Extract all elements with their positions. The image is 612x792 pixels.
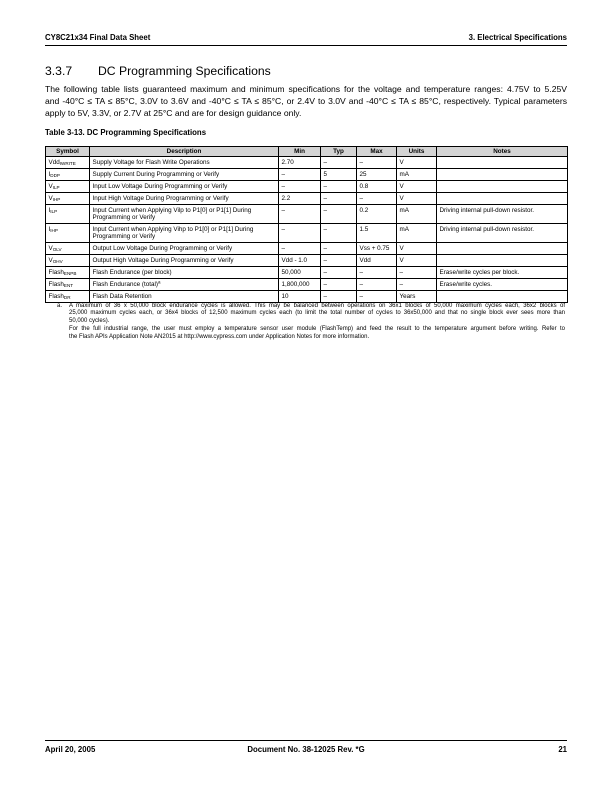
column-header-min: Min (279, 147, 321, 157)
description-cell (90, 278, 279, 290)
symbol-main: Vdd (48, 158, 60, 166)
description-text: Supply Current During Programming or Verify (92, 170, 220, 178)
symbol-main: V (48, 244, 53, 252)
table-row (46, 180, 568, 192)
units-cell: V (397, 180, 437, 192)
footnote-marker: a. (57, 303, 63, 309)
footnote-line: the Flash APIs Application Note AN2015 at http://www.cypress.com under Application Notes for more information. (69, 333, 370, 340)
footnote-line: 25,000 maximum cycles each, or 36x4 blocks of 12,500 maximum cycles each (to limit the total number of cycles to 36x50,000 and that no single block ever sees more than (69, 310, 565, 317)
min-cell: 1,800,000 (279, 278, 321, 290)
symbol-subscript: ENPB (63, 270, 77, 276)
notes-cell: Erase/write cycles. (437, 278, 568, 290)
symbol-cell (46, 192, 90, 204)
symbol-subscript: ENT (63, 282, 74, 288)
typ-cell: – (321, 254, 357, 266)
section-number: 3.3.7 (45, 64, 73, 78)
intro-line: The following table lists guaranteed maximum and minimum specifications for the voltage and temperature ranges: 4.75V to 5.25V (45, 84, 567, 94)
symbol-main: I (48, 225, 51, 233)
typ-cell: – (321, 223, 357, 242)
section-title: DC Programming Specifications (98, 64, 271, 78)
symbol-cell (46, 180, 90, 192)
table-row (46, 290, 568, 302)
description-text: Supply Voltage for Flash Write Operations (92, 158, 210, 166)
notes-cell (437, 254, 568, 266)
footer-date: April 20, 2005 (45, 745, 96, 754)
footnote-paragraph (69, 303, 565, 325)
description-cell (90, 254, 279, 266)
symbol-subscript: ILP (50, 208, 58, 214)
symbol-cell (46, 242, 90, 254)
footnote-reference: a (157, 279, 161, 285)
notes-cell (437, 192, 568, 204)
min-cell: 2.2 (279, 192, 321, 204)
column-header-description: Description (90, 147, 279, 157)
units-cell: V (397, 192, 437, 204)
description-cell (90, 192, 279, 204)
symbol-main: Flash (48, 268, 64, 276)
column-header-typ: Typ (321, 147, 357, 157)
table-header-row (46, 147, 568, 157)
header-document-title: CY8C21x34 Final Data Sheet (45, 33, 151, 42)
symbol-main: V (48, 182, 53, 190)
max-cell: Vss + 0.75 (357, 242, 397, 254)
footnote-paragraph (69, 326, 565, 341)
description-cell (90, 242, 279, 254)
description-cell (90, 180, 279, 192)
header-chapter-title: 3. Electrical Specifications (468, 33, 567, 42)
max-cell: 25 (357, 168, 397, 180)
units-cell: mA (397, 223, 437, 242)
max-cell: – (357, 290, 397, 302)
notes-cell: Driving internal pull-down resistor. (437, 223, 568, 242)
units-cell: – (397, 266, 437, 278)
units-cell: – (397, 278, 437, 290)
description-cell (90, 290, 279, 302)
table-caption: Table 3-13. DC Programming Specifications (45, 128, 207, 137)
symbol-cell (46, 204, 90, 223)
notes-cell (437, 180, 568, 192)
symbol-subscript: IHP (52, 196, 61, 202)
min-cell: – (279, 242, 321, 254)
typ-cell: 5 (321, 168, 357, 180)
min-cell: – (279, 180, 321, 192)
intro-paragraph (45, 83, 567, 119)
footer-document-number: Document No. 38-12025 Rev. *G (247, 745, 365, 754)
max-cell: 1.5 (357, 223, 397, 242)
page-footer (45, 745, 567, 755)
header-rule (45, 45, 567, 46)
spec-table (45, 146, 568, 303)
column-header-symbol: Symbol (46, 147, 90, 157)
min-cell: – (279, 223, 321, 242)
table-row (46, 157, 568, 169)
symbol-main: Flash (48, 280, 64, 288)
symbol-main: Flash (48, 292, 64, 300)
table-row (46, 204, 568, 223)
min-cell: 10 (279, 290, 321, 302)
column-header-units: Units (397, 147, 437, 157)
symbol-subscript: OHV (52, 258, 63, 264)
notes-cell (437, 290, 568, 302)
description-cell (90, 266, 279, 278)
typ-cell: – (321, 157, 357, 169)
typ-cell: – (321, 204, 357, 223)
units-cell: Years (397, 290, 437, 302)
intro-line: and -40°C ≤ TA ≤ 85°C, 3.0V to 3.6V and -40°C ≤ TA ≤ 85°C, or 2.4V to 3.0V and -40°C ≤ TA ≤ 85°C, respectively. Typical parameters (45, 96, 567, 106)
typ-cell: – (321, 192, 357, 204)
table-row (46, 242, 568, 254)
table-row (46, 168, 568, 180)
max-cell: – (357, 192, 397, 204)
symbol-cell (46, 266, 90, 278)
footnote-line: A maximum of 36 x 50,000 block endurance cycles is allowed. This may be balanced between operations on 36x1 blocks of 50,000 maximum cycles each, 36x2 blocks of (69, 303, 565, 309)
symbol-main: V (48, 256, 53, 264)
symbol-cell (46, 168, 90, 180)
table-row (46, 192, 568, 204)
notes-cell (437, 242, 568, 254)
description-text: Input Current when Applying Vihp to P1[0] or P1[1] During Programming or Verify (92, 225, 254, 240)
table-row (46, 223, 568, 242)
footer-page-number: 21 (558, 745, 567, 754)
max-cell: 0.2 (357, 204, 397, 223)
max-cell: Vdd (357, 254, 397, 266)
table-row (46, 254, 568, 266)
column-header-notes: Notes (437, 147, 568, 157)
symbol-subscript: DR (63, 294, 71, 300)
symbol-cell (46, 223, 90, 242)
description-text: Flash Endurance (per block) (92, 268, 172, 276)
symbol-subscript: ILP (52, 184, 60, 190)
description-text: Output Low Voltage During Programming or Verify (92, 244, 233, 252)
min-cell: 50,000 (279, 266, 321, 278)
description-text: Flash Endurance (total) (92, 280, 158, 288)
symbol-subscript: DDP (50, 172, 60, 178)
description-cell (90, 157, 279, 169)
symbol-subscript: IWRITE (59, 160, 76, 166)
units-cell: mA (397, 168, 437, 180)
footnote-line: For the full industrial range, the user must employ a temperature sensor user module (FlashTemp) and feed the result to the temperature argument before writing. Refer to (69, 326, 565, 333)
typ-cell: – (321, 290, 357, 302)
units-cell: mA (397, 204, 437, 223)
description-cell (90, 168, 279, 180)
symbol-cell (46, 254, 90, 266)
footer-rule (45, 740, 567, 741)
description-text: Input High Voltage During Programming or Verify (92, 194, 229, 202)
symbol-main: I (48, 206, 51, 214)
units-cell: V (397, 242, 437, 254)
column-header-max: Max (357, 147, 397, 157)
min-cell: Vdd - 1.0 (279, 254, 321, 266)
max-cell: – (357, 157, 397, 169)
min-cell: 2.70 (279, 157, 321, 169)
notes-cell: Erase/write cycles per block. (437, 266, 568, 278)
max-cell: 0.8 (357, 180, 397, 192)
table-body (46, 157, 568, 303)
description-cell (90, 204, 279, 223)
description-text: Output High Voltage During Programming or Verify (92, 256, 234, 264)
units-cell: V (397, 157, 437, 169)
notes-cell (437, 168, 568, 180)
symbol-subscript: OLV (52, 246, 62, 252)
table-row (46, 266, 568, 278)
max-cell: – (357, 278, 397, 290)
max-cell: – (357, 266, 397, 278)
symbol-cell (46, 290, 90, 302)
footnote-line: 50,000 cycles). (69, 317, 110, 324)
description-text: Input Low Voltage During Programming or Verify (92, 182, 228, 190)
table-footnote (57, 303, 565, 341)
notes-cell (437, 157, 568, 169)
intro-line: apply to 5V, 3.3V, or 2.7V at 25°C and are for design guidance only. (45, 108, 302, 118)
typ-cell: – (321, 242, 357, 254)
typ-cell: – (321, 266, 357, 278)
description-text: Input Current when Applying Vilp to P1[0] or P1[1] During Programming or Verify (92, 206, 252, 221)
description-text: Flash Data Retention (92, 292, 152, 300)
symbol-main: I (48, 170, 51, 178)
table-row (46, 278, 568, 290)
typ-cell: – (321, 278, 357, 290)
symbol-cell (46, 157, 90, 169)
symbol-subscript: IHP (50, 227, 58, 233)
units-cell: V (397, 254, 437, 266)
min-cell: – (279, 204, 321, 223)
section-heading (45, 64, 567, 78)
description-cell (90, 223, 279, 242)
page-header (45, 33, 567, 43)
symbol-cell (46, 278, 90, 290)
footnote-body (69, 303, 565, 341)
min-cell: – (279, 168, 321, 180)
symbol-main: V (48, 194, 53, 202)
typ-cell: – (321, 180, 357, 192)
notes-cell: Driving internal pull-down resistor. (437, 204, 568, 223)
